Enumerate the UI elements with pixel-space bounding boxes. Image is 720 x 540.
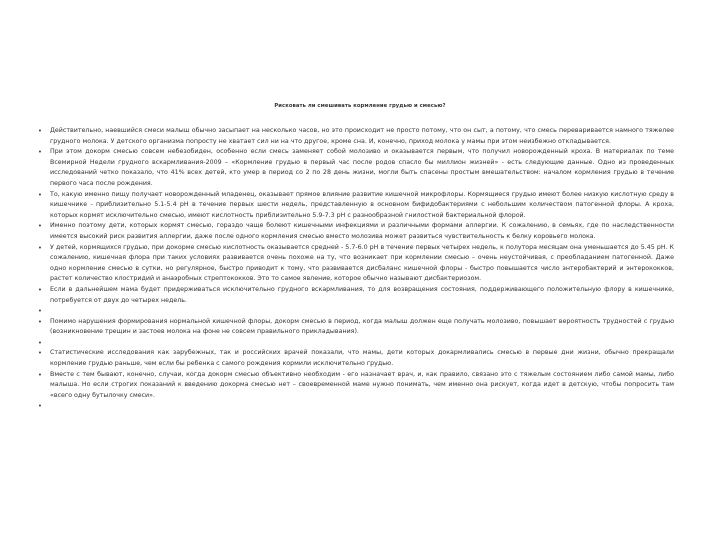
bullet-text: Действительно, наевшийся смеси малыш обычно засыпает на несколько часов, но это происходит не просто потому, что он сыт, а потому, что смесь переваривается намного тяжелее грудного молока. У детского организма попросту не хватает сил ни на что другое, кроме сна. И, конечно, приход молока у мамы при этом неизбежно откладывается. <box>50 127 674 145</box>
bullet-paragraph <box>38 126 674 147</box>
bullet-point-icon: • <box>38 338 42 347</box>
bullet-point-icon: • <box>38 349 42 358</box>
bullet-paragraph <box>38 370 674 402</box>
bullet-point-icon: • <box>38 190 42 199</box>
bullet-paragraph <box>38 243 674 285</box>
bullet-paragraph <box>38 338 674 349</box>
bullet-text: При этом докорм смесью совсем небезобиден, особенно если смесь заменяет собой молозиво и оказывается первым, что получил новорожденный кроха. В материалах по теме Всемирной Недели грудного вскармливания-2009 – «Кормление грудью в первый час после родов спасло бы миллион жизней» - есть следующие данные. Одно из проведенных исследований четко показало, что 41% всех детей, кто умер в период со 2 по 28 день жизни, могли быть спасены простым вмешательством: началом кормления грудью в течение первого часа после рождения. <box>50 148 674 187</box>
bullet-text: Помимо нарушения формирования нормальной кишечной флоры, докорм смесью в период, когда малыш должен еще получать молозиво, повышает вероятность трудностей с грудью (возникновение трещин и застоев молока на фоне не совсем правильного прикладывания). <box>50 317 674 336</box>
bullet-paragraph <box>38 348 674 369</box>
bullet-paragraph <box>38 147 674 189</box>
bullet-text: Вместе с тем бывают, конечно, случаи, когда докорм смесью объективно необходим - его назначает врач, и, как правило, связано это с тяжелым состоянием либо самой мамы, либо малыша. Но если строгих показаний к введению докорма смесью нет – своевременной маме нужно понимать, чем именно она рискует, когда идет в детскую, чтобы попросить там «всего одну бутылочку смеси». <box>50 370 674 399</box>
bullet-text: Статистические исследования как зарубежных, так и российских врачей показали, что мамы, дети которых докармливались смесью в первые дни жизни, обычно прекращали кормление грудью раньше, чем если бы ребенка с самого рождения кормили исключительно грудью. <box>50 349 674 368</box>
bullet-point-icon: • <box>38 370 42 379</box>
bullet-point-icon: • <box>38 148 42 157</box>
bullet-text: Именно поэтому дети, которых кормят смесью, гораздо чаще болеют кишечными инфекциями и различными формами аллергии. К сожалению, в семьях, где по наследственности имеется высокий риск развития аллергии, даже после одного кормления смесью вместо молозива может развиться чувствительность к белку коровьего молока. <box>50 222 674 240</box>
bullet-point-icon: • <box>38 222 42 231</box>
slide-title: Рисковать ли смешивать кормление грудью и смесью? <box>274 103 446 109</box>
bullet-list <box>38 126 674 412</box>
slide-content <box>38 126 674 412</box>
bullet-point-icon: • <box>38 285 42 294</box>
bullet-text: То, какую именно пищу получает новорожденный младенец, оказывает прямое влияние развитие кишечной микрофлоры. Кормящиеся грудью имеют более низкую кислотную среду в кишечнике - приблизительно 5.1-5.4 pH в течение первых шести недель, представленную в основном бифидобактериями с небольшим количеством патогенной флоры. А кроха, которых кормят исключительно смесью, имеют кислотность приблизительно 5.9-7.3 pH с разнообразной гнилостной бактериальной флорой. <box>50 190 674 219</box>
bullet-paragraph <box>38 317 674 338</box>
bullet-text: Если в дальнейшем мама будет придерживаться исключительно грудного вскармливания, то для возвращения состояния, поддерживающего положительную флору в кишечнике, потребуется от двух до четырех недель. <box>50 285 674 304</box>
bullet-point-icon: • <box>38 243 42 252</box>
bullet-paragraph <box>38 401 674 412</box>
bullet-point-icon: • <box>38 307 42 316</box>
bullet-paragraph <box>38 221 674 242</box>
bullet-paragraph <box>38 306 674 317</box>
bullet-point-icon: • <box>38 127 42 135</box>
bullet-point-icon: • <box>38 317 42 326</box>
bullet-text: У детей, кормящихся грудью, при докорме смесью кислотность оказывается средней - 5.7-6.0 pH в течение первых четырех недель, к полутора месяцам она уменьшается до 5.45 pH. К сожалению, кишечная флора при таких условиях развивается очень похоже на ту, что возникает при кормлении смесью – очень неустойчивая, с преобладанием патогенной. Даже одно кормление смесью в сутки, но регулярное, быстро приводит к тому, что развивается дисбаланс кишечной флоры - быстро повышается число энтеробактерий и энтерококков, растет количество клостридий и анаэробных стрептококков. Это то самое явление, которое обычно называют дисбактериозом. <box>50 243 674 283</box>
bullet-point-icon: • <box>38 402 42 411</box>
bullet-paragraph <box>38 285 674 306</box>
bullet-paragraph <box>38 190 674 222</box>
